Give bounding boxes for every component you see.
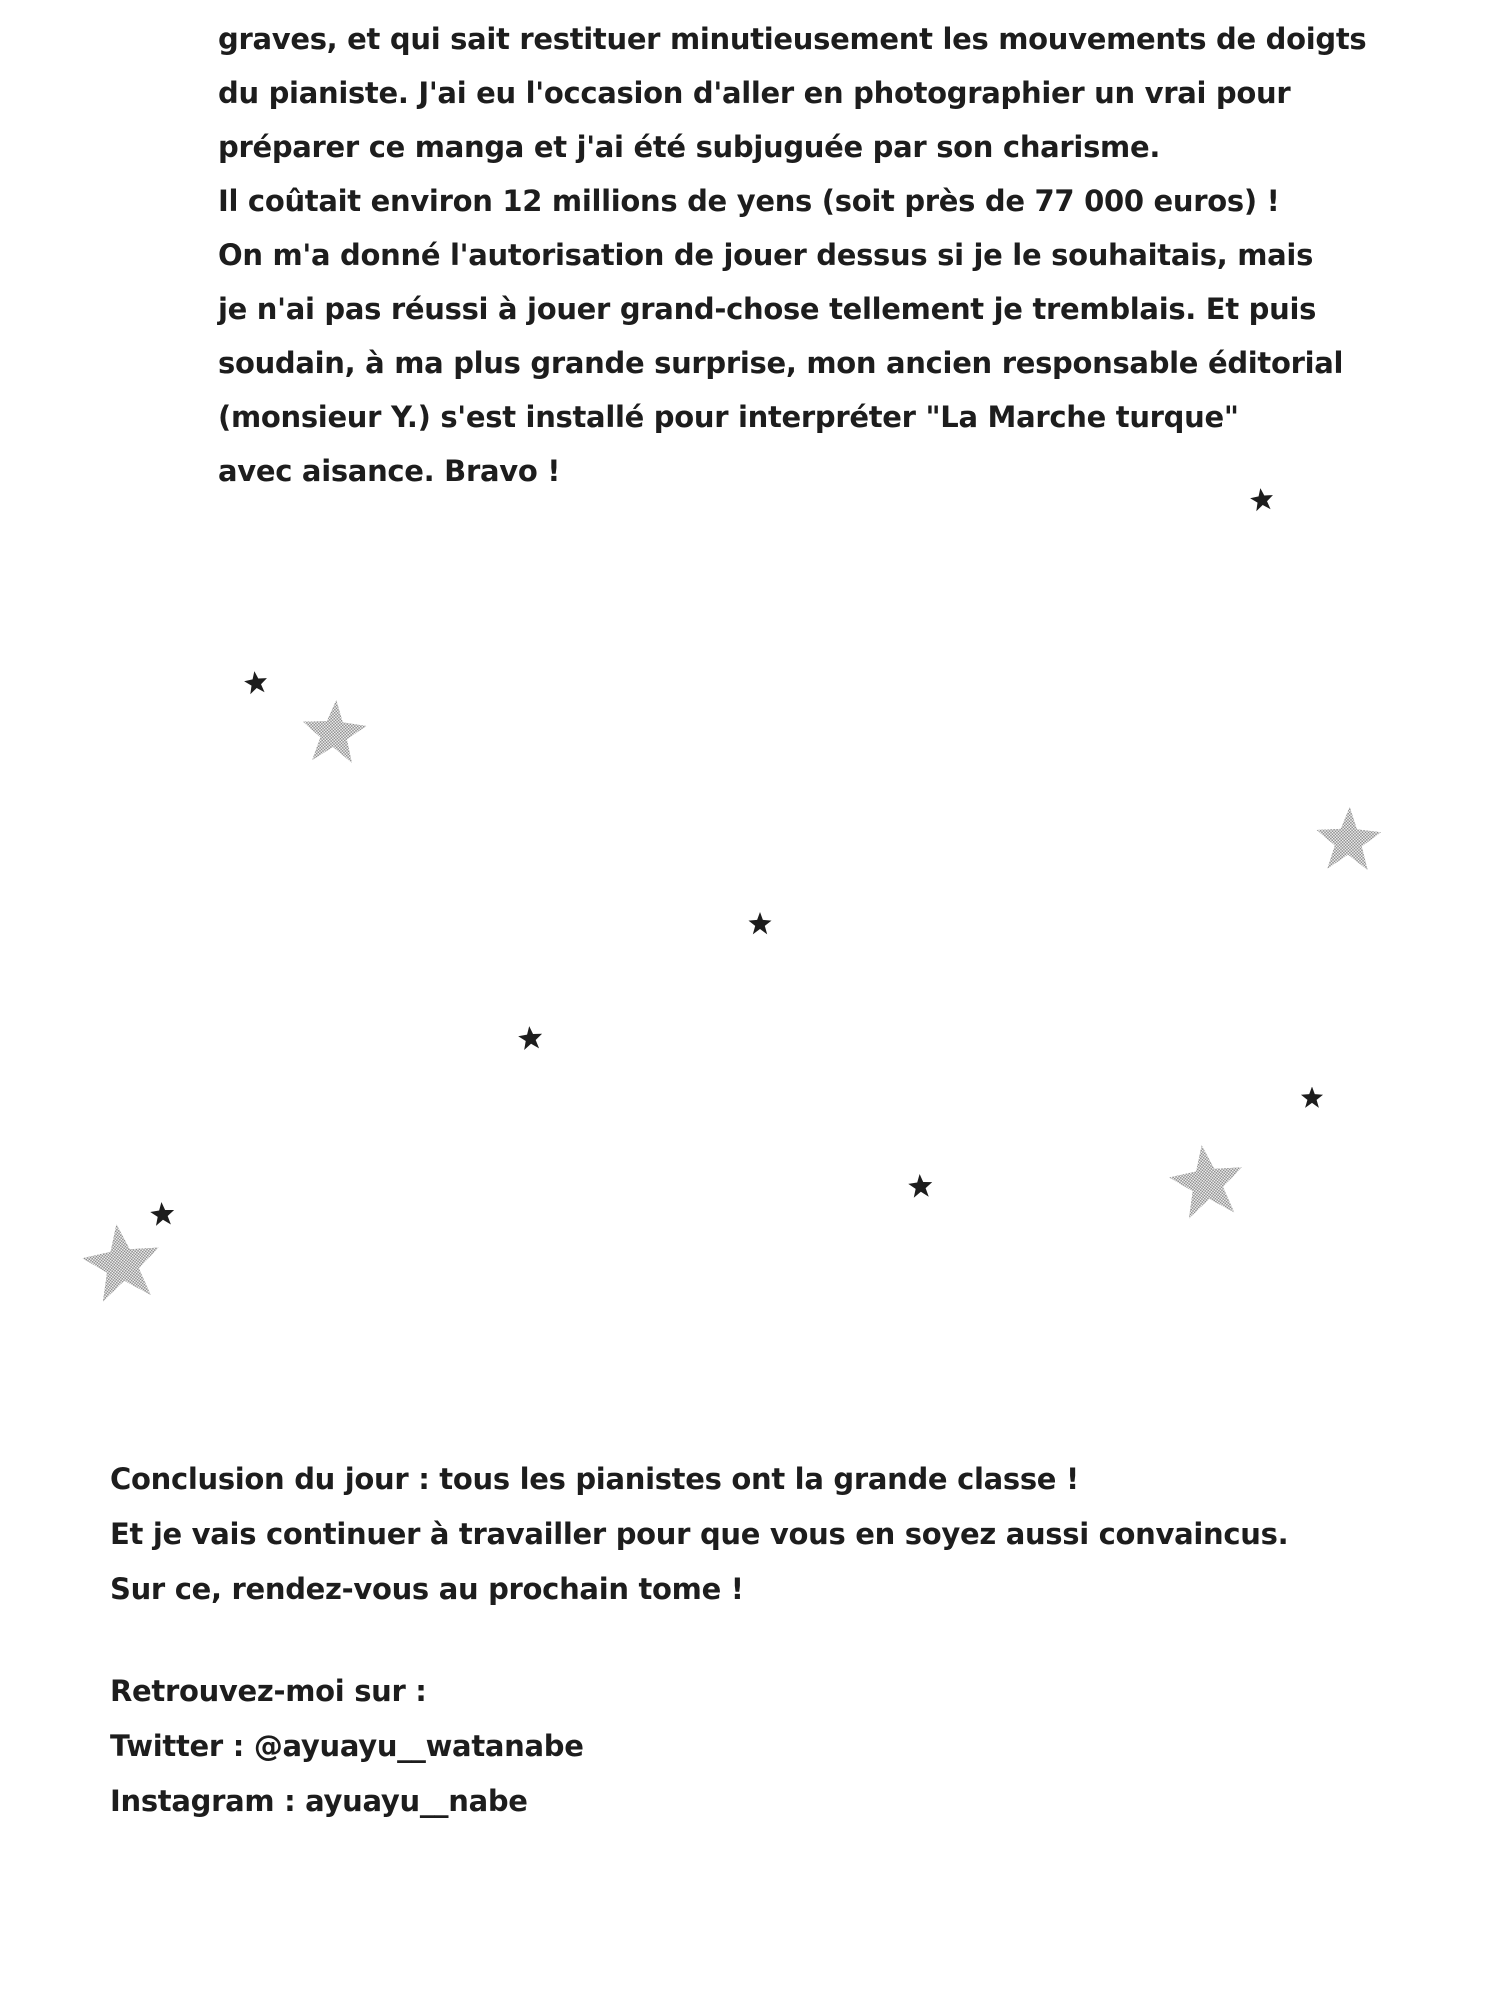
halftone-star-icon [77,1219,167,1309]
star-icon [148,1200,175,1227]
star-icon [1248,486,1275,513]
conclusion-line: Conclusion du jour : tous les pianistes ont la grande classe ! [110,1462,1079,1496]
star-icon [748,912,772,936]
star-icon [242,669,269,696]
afterword-line: du pianiste. J'ai eu l'occasion d'aller en photographier un vrai pour [218,76,1291,110]
afterword-line: On m'a donné l'autorisation de jouer dessus si je le souhaitais, mais [218,238,1314,272]
star-icon [516,1024,543,1051]
social-links-block [110,1664,584,1829]
halftone-star-icon [1164,1140,1250,1226]
afterword-line: avec aisance. Bravo ! [218,454,561,488]
halftone-star-icon [299,698,369,768]
afterword-line: Il coûtait environ 12 millions de yens (soit près de 77 000 euros) ! [218,184,1280,218]
afterword-line: soudain, à ma plus grande surprise, mon ancien responsable éditorial [218,346,1344,380]
afterword-line: je n'ai pas réussi à jouer grand-chose tellement je tremblais. Et puis [218,292,1317,326]
star-icon [907,1173,934,1200]
afterword-line: préparer ce manga et j'ai été subjuguée par son charisme. [218,130,1161,164]
twitter-handle: Twitter : @ayuayu__watanabe [110,1729,584,1763]
social-heading: Retrouvez-moi sur : [110,1674,427,1708]
conclusion-line: Et je vais continuer à travailler pour que vous en soyez aussi convaincus. [110,1517,1289,1551]
instagram-handle: Instagram : ayuayu__nabe [110,1784,528,1818]
conclusion-line: Sur ce, rendez-vous au prochain tome ! [110,1572,744,1606]
afterword-line: graves, et qui sait restituer minutieusement les mouvements de doigts [218,22,1367,56]
afterword-line: (monsieur Y.) s'est installé pour interpréter "La Marche turque" [218,400,1239,434]
halftone-star-icon [1313,805,1382,874]
star-icon [1301,1087,1324,1110]
conclusion-paragraph [110,1452,1288,1617]
